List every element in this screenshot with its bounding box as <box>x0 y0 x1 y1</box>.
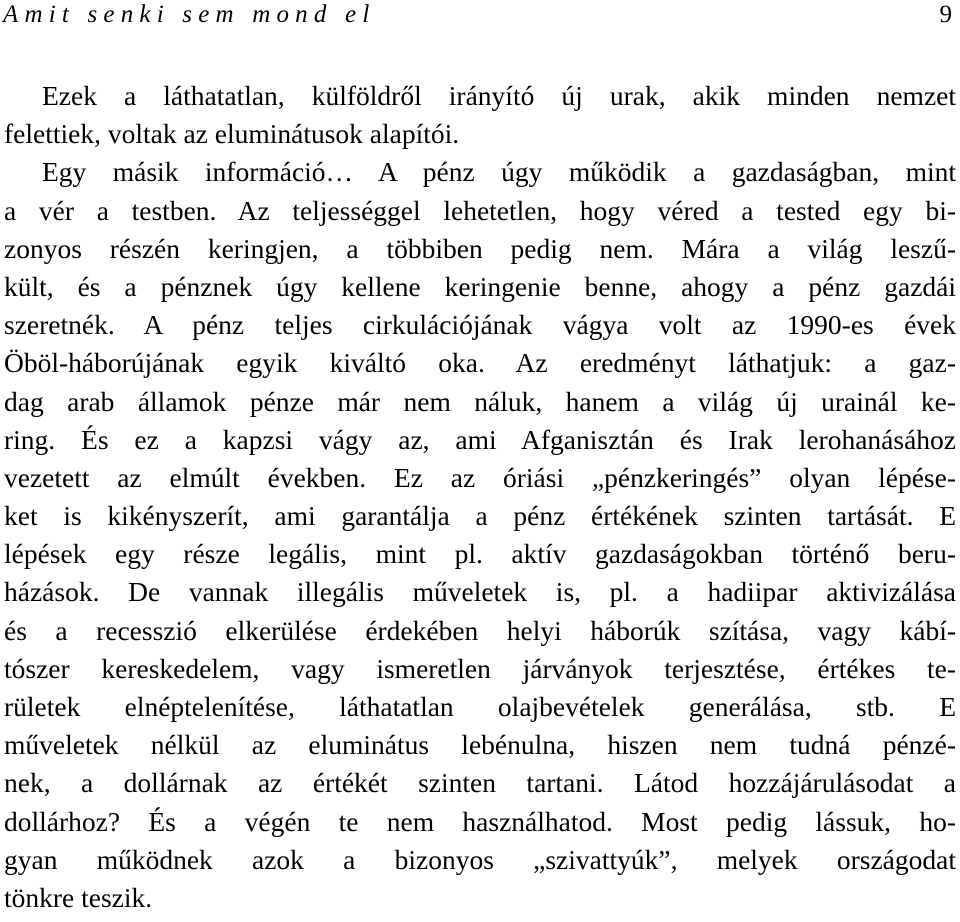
text-line: nek, a dollárnak az értékét szinten tartani. Látod hozzájárulásodat a <box>4 767 956 799</box>
text-line: lépések egy része legális, mint pl. aktív gazdaságokban történő beru- <box>4 538 956 570</box>
text-line: zonyos részén keringjen, a többiben pedig nem. Mára a világ leszű- <box>4 232 956 264</box>
text-line: a vér a testben. Az teljességgel lehetetlen, hogy véred a tested egy bi- <box>4 194 956 226</box>
page-header <box>0 0 960 40</box>
text-line: ring. És ez a kapzsi vágy az, ami Afganisztán és Irak lerohanásához <box>4 423 956 455</box>
text-line: dollárhoz? És a végén te nem használhatod. Most pedig lássuk, ho- <box>4 805 956 837</box>
text-line: dag arab államok pénze már nem náluk, hanem a világ új urainál ke- <box>4 385 956 417</box>
text-line: Ezek a láthatatlan, külföldről irányító új urak, akik minden nemzet <box>42 80 956 111</box>
text-line: vezetett az elmúlt években. Ez az óriási „pénzkeringés” olyan lépése- <box>4 461 956 493</box>
page-number: 9 <box>939 1 952 28</box>
text-line: Öböl-háborújának egyik kiváltó oka. Az eredményt láthatjuk: a gaz- <box>4 347 956 379</box>
text-line: és a recesszió elkerülése érdekében helyi háborúk szítása, vagy kábí- <box>4 614 956 646</box>
text-line: Egy másik információ… A pénz úgy működik a gazdaságban, mint <box>42 156 956 188</box>
text-line: műveletek nélkül az eluminátus lebénulna, hiszen nem tudná pénzé- <box>4 729 956 761</box>
text-line: házások. De vannak illegális műveletek is, pl. a hadiipar aktivizálása <box>4 576 956 608</box>
text-line: ket is kikényszerít, ami garantálja a pénz értékének szinten tartását. E <box>4 500 956 532</box>
body-text <box>4 77 956 917</box>
text-line: tönkre teszik. <box>4 881 153 913</box>
running-title: Amit senki sem mond el <box>3 1 376 28</box>
text-line: felettiek, voltak az eluminátusok alapítói. <box>4 118 460 150</box>
text-line: gyan működnek azok a bizonyos „szivattyúk”, melyek országodat <box>4 843 956 875</box>
text-line: szeretnék. A pénz teljes cirkulációjának vágya volt az 1990-es évek <box>4 309 956 341</box>
text-line: tószer kereskedelem, vagy ismeretlen járványok terjesztése, értékes te- <box>4 652 956 684</box>
text-line: kült, és a pénznek úgy kellene keringenie benne, ahogy a pénz gazdái <box>4 270 956 302</box>
text-line: rületek elnéptelenítése, láthatatlan olajbevételek generálása, stb. E <box>4 691 956 722</box>
